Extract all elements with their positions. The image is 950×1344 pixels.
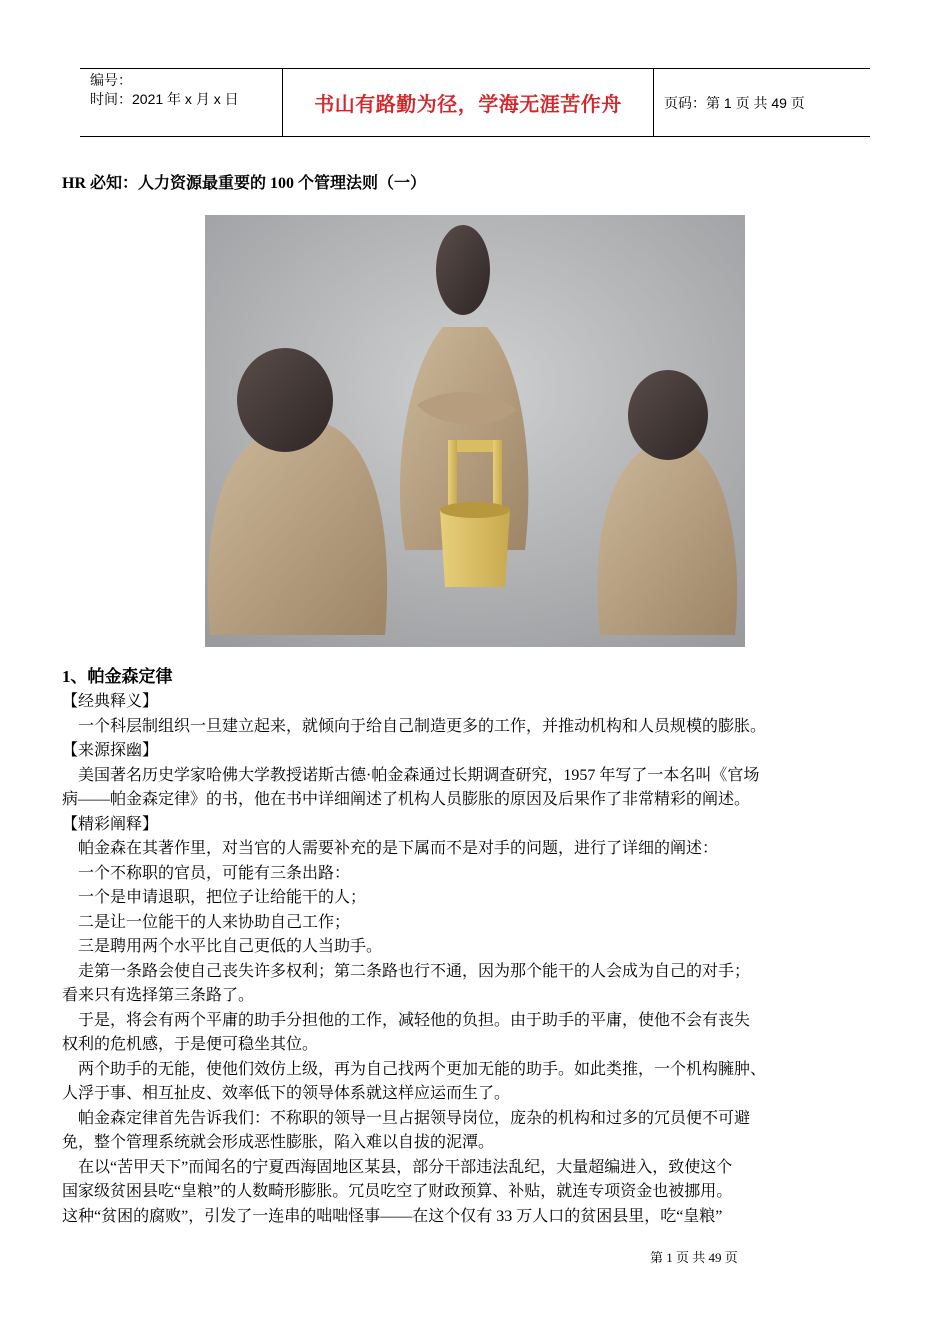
body-line: 【经典释义】 [62, 693, 159, 710]
body-line: 一个是申请退职，把位子让给能干的人； [62, 889, 367, 906]
body-line: 三是聘用两个水平比自己更低的人当助手。 [62, 938, 383, 955]
header-left-cell [80, 69, 282, 136]
body-line: 一个不称职的官员，可能有三条出路： [62, 864, 351, 882]
body-line: 一个科层制组织一旦建立起来，就倾向于给自己制造更多的工作，并推动机构和人员规模的膨胀。 [62, 717, 767, 735]
document-title: HR 必知：人力资源最重要的 100 个管理法则（一） [62, 175, 427, 192]
page-info: 页码：第 1 页 共 49 页 [664, 94, 805, 111]
body-line: 二是让一位能干的人来协助自己工作； [62, 913, 351, 931]
body-line: 病——帕金森定律》的书，他在书中详细阐述了机构人员膨胀的原因及后果作了非常精彩的阐述。 [62, 791, 751, 808]
body-line: 帕金森定律首先告诉我们：不称职的领导一旦占据领导岗位，庞杂的机构和过多的冗员便不可避 [62, 1109, 751, 1127]
page-footer: 第 1 页 共 49 页 [650, 1250, 738, 1265]
body-line: 这种“贫困的腐败”，引发了一连串的咄咄怪事——在这个仅有 33 万人口的贫困县里，吃“皇粮” [62, 1207, 723, 1225]
body-line: 于是，将会有两个平庸的助手分担他的工作，减轻他的负担。由于助手的平庸，使他不会有丧失 [62, 1011, 751, 1029]
motto-text: 书山有路勤为径，学海无涯苦作舟 [314, 92, 622, 116]
header-page-cell [654, 69, 870, 136]
body-line: 在以“苦甲天下”而闻名的宁夏西海固地区某县，部分干部违法乱纪，大量超编进入，致使这个 [62, 1158, 733, 1176]
body-line: 【来源探幽】 [62, 742, 159, 759]
body-line: 走第一条路会使自己丧失许多权利；第二条路也行不通，因为那个能干的人会成为自己的对手； [62, 962, 751, 980]
section-body [62, 664, 898, 1229]
body-line: 帕金森在其著作里，对当官的人需要补充的是下属而不是对手的问题，进行了详细的阐述： [62, 840, 719, 857]
body-line: 权利的危机感，于是便可稳坐其位。 [62, 1036, 319, 1053]
body-line: 国家级贫困县吃“皇粮”的人数畸形膨胀。冗员吃空了财政预算、补贴，就连专项资金也被挪用。 [62, 1183, 733, 1200]
sculpture-photo [205, 215, 745, 647]
header-table [80, 68, 870, 137]
body-line: 两个助手的无能，使他们效仿上级，再为自己找两个更加无能的助手。如此类推，一个机构臃肿、 [62, 1060, 767, 1078]
body-line: 【精彩阐释】 [62, 815, 159, 833]
body-line: 免，整个管理系统就会形成恶性膨胀，陷入难以自拔的泥潭。 [62, 1134, 495, 1151]
body-line: 美国著名历史学家哈佛大学教授诺斯古德·帕金森通过长期调查研究，1957 年写了一本名叫《官场 [62, 766, 760, 784]
header-motto-cell [282, 69, 654, 136]
date-line: 时间：2021 年 x 月 x 日 [90, 91, 239, 107]
section-heading: 1、帕金森定律 [62, 667, 173, 686]
body-line: 人浮于事、相互扯皮、效率低下的领导体系就这样应运而生了。 [62, 1085, 511, 1102]
body-line: 看来只有选择第三条路了。 [62, 987, 255, 1004]
number-label: 编号： [90, 72, 132, 88]
